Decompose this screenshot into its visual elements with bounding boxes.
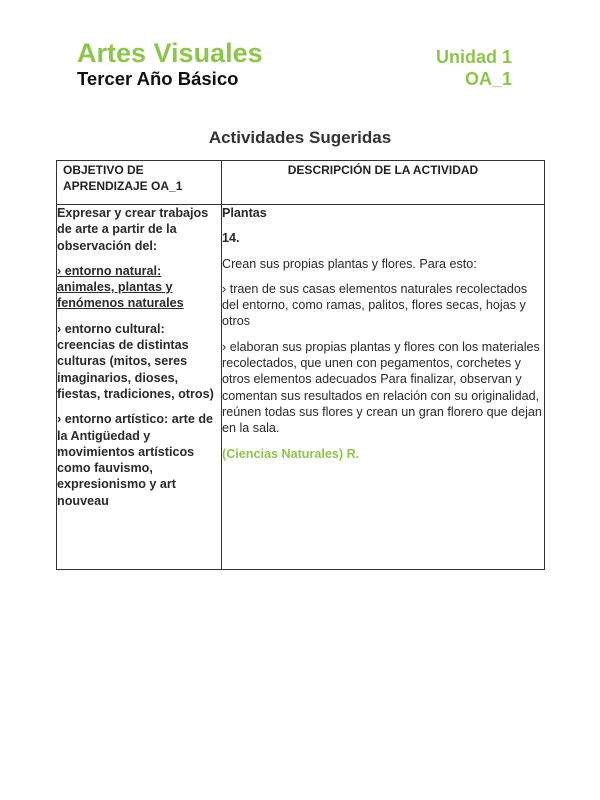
table-row: [57, 205, 545, 570]
activity-table: [56, 160, 545, 570]
unit-label: Unidad 1: [435, 47, 512, 67]
objective-natural: › entorno natural: animales, plantas y fenómenos naturales: [57, 263, 184, 311]
activity-intro: Crean sus propias plantas y flores. Para esto:: [222, 256, 477, 271]
table-header-row: [57, 161, 545, 205]
objective-cultural: › entorno cultural: creencias de distintas culturas (mitos, seres imaginarios, dioses, fiestas, tradiciones, otros): [57, 321, 214, 401]
activity-heading: Plantas: [222, 206, 267, 220]
activity-step-2: › elaboran sus propias plantas y flores con los materiales recolectados, que unen con pegamentos, corchetes y otros elementos adecuados Para finalizar, observan y comentan sus resultados en relación con su originalidad, reúnen todas sus flores y crean un gran florero que dejan en la sala.: [222, 339, 542, 436]
objective-intro: Expresar y crear trabajos de arte a partir de la observación del:: [57, 206, 209, 253]
activity-number: 14.: [222, 231, 240, 246]
subject-link: (Ciencias Naturales) R.: [222, 446, 360, 461]
section-title: Actividades Sugeridas: [208, 128, 392, 147]
activity-step-1: › traen de sus casas elementos naturales recolectados del entorno, como ramas, palitos, flores secas, hojas y otros: [222, 281, 528, 329]
description-cell: [222, 205, 545, 570]
header-objective: OBJETIVO DE APRENDIZAJE OA_1: [57, 161, 222, 205]
oa-label: OA_1: [464, 69, 512, 89]
objective-artistico: › entorno artístico: arte de la Antigüedad y movimientos artísticos como fauvismo, expresionismo y art nouveau: [57, 412, 214, 508]
page-subtitle: Tercer Año Básico: [77, 68, 239, 89]
page-title: Artes Visuales: [77, 38, 263, 68]
objective-cell: [57, 205, 222, 570]
header-right: [436, 46, 512, 90]
header-description: DESCRIPCIÓN DE LA ACTIVIDAD: [222, 161, 545, 205]
header-left: [77, 38, 263, 90]
